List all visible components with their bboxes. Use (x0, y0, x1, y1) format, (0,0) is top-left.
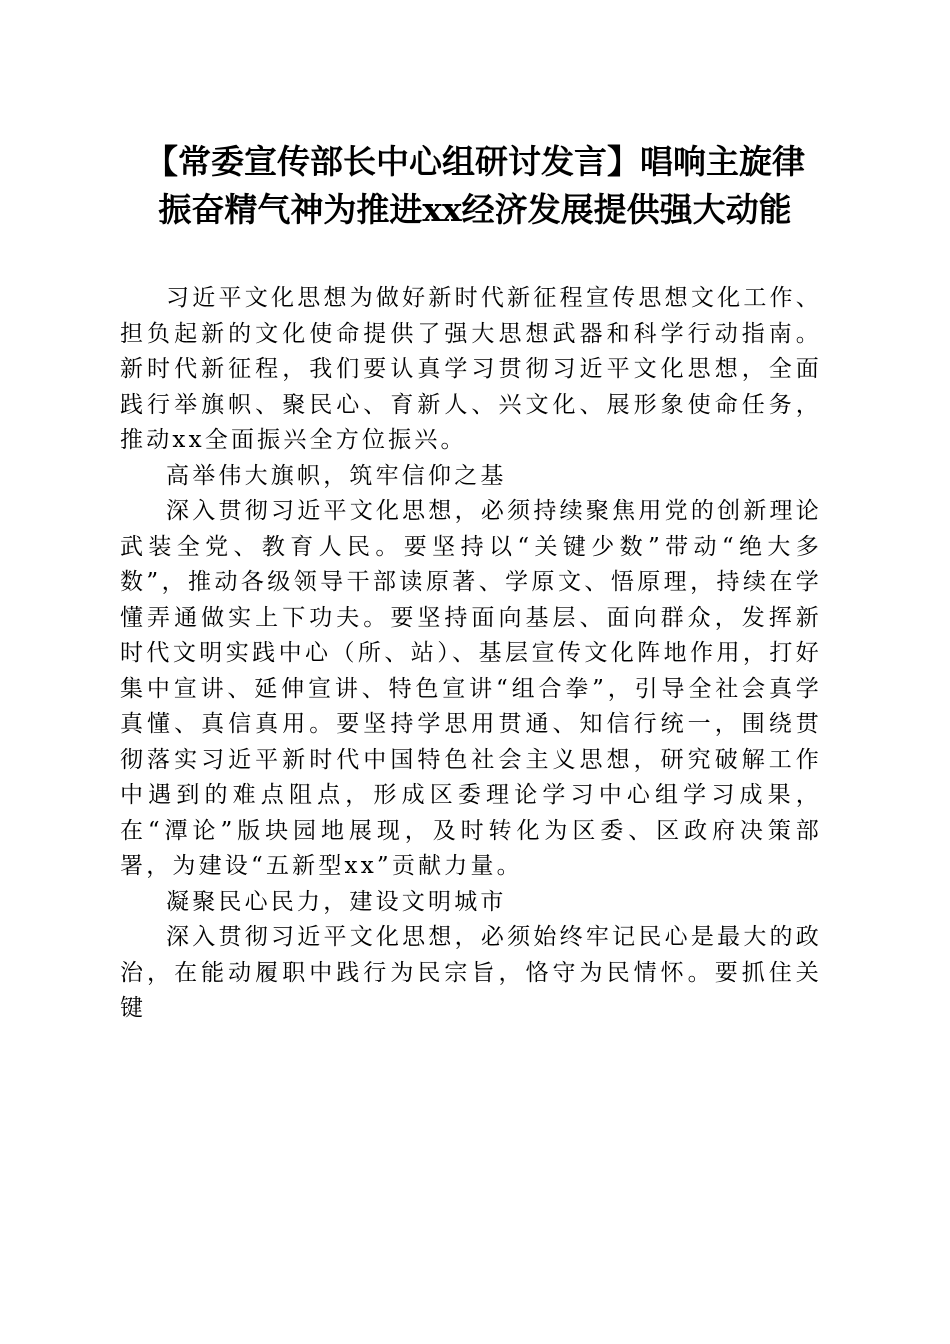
title-line-2: 振奋精气神为推进xx经济发展提供强大动能 (158, 190, 792, 229)
paragraph-intro: 习近平文化思想为做好新时代新征程宣传思想文化工作、担负起新的文化使命提供了强大思想武器和科学行动指南。新时代新征程，我们要认真学习贯彻习近平文化思想，全面践行举旗帜、聚民心、育新人、兴文化、展形象使命任务，推动xx全面振兴全方位振兴。 (120, 285, 822, 453)
document-title (110, 138, 840, 234)
section-heading-1: 高举伟大旗帜，筑牢信仰之基 (166, 462, 507, 489)
title-line-1: 【常委宣传部长中心组研讨发言】唱响主旋律 (145, 142, 805, 181)
paragraph-section-1: 深入贯彻习近平文化思想，必须持续聚焦用党的创新理论武装全党、教育人民。要坚持以“关键少数”带动“绝大多数”，推动各级领导干部读原著、学原文、悟原理，持续在学懂弄通做实上下功夫。要坚持面向基层、面向群众，发挥新时代文明实践中心（所、站）、基层宣传文化阵地作用，打好集中宣讲、延伸宣讲、特色宣讲“组合拳”，引导全社会真学真懂、真信真用。要坚持学思用贯通、知信行统一，围绕贯彻落实习近平新时代中国特色社会主义思想，研究破解工作中遇到的难点阻点，形成区委理论学习中心组学习成果，在“潭论”版块园地展现，及时转化为区委、区政府决策部署，为建设“五新型xx”贡献力量。 (120, 498, 822, 879)
paragraph-section-2: 深入贯彻习近平文化思想，必须始终牢记民心是最大的政治，在能动履职中践行为民宗旨，恪守为民情怀。要抓住关键 (120, 924, 822, 1021)
section-heading-2: 凝聚民心民力，建设文明城市 (166, 888, 507, 915)
document-body (120, 281, 822, 1027)
